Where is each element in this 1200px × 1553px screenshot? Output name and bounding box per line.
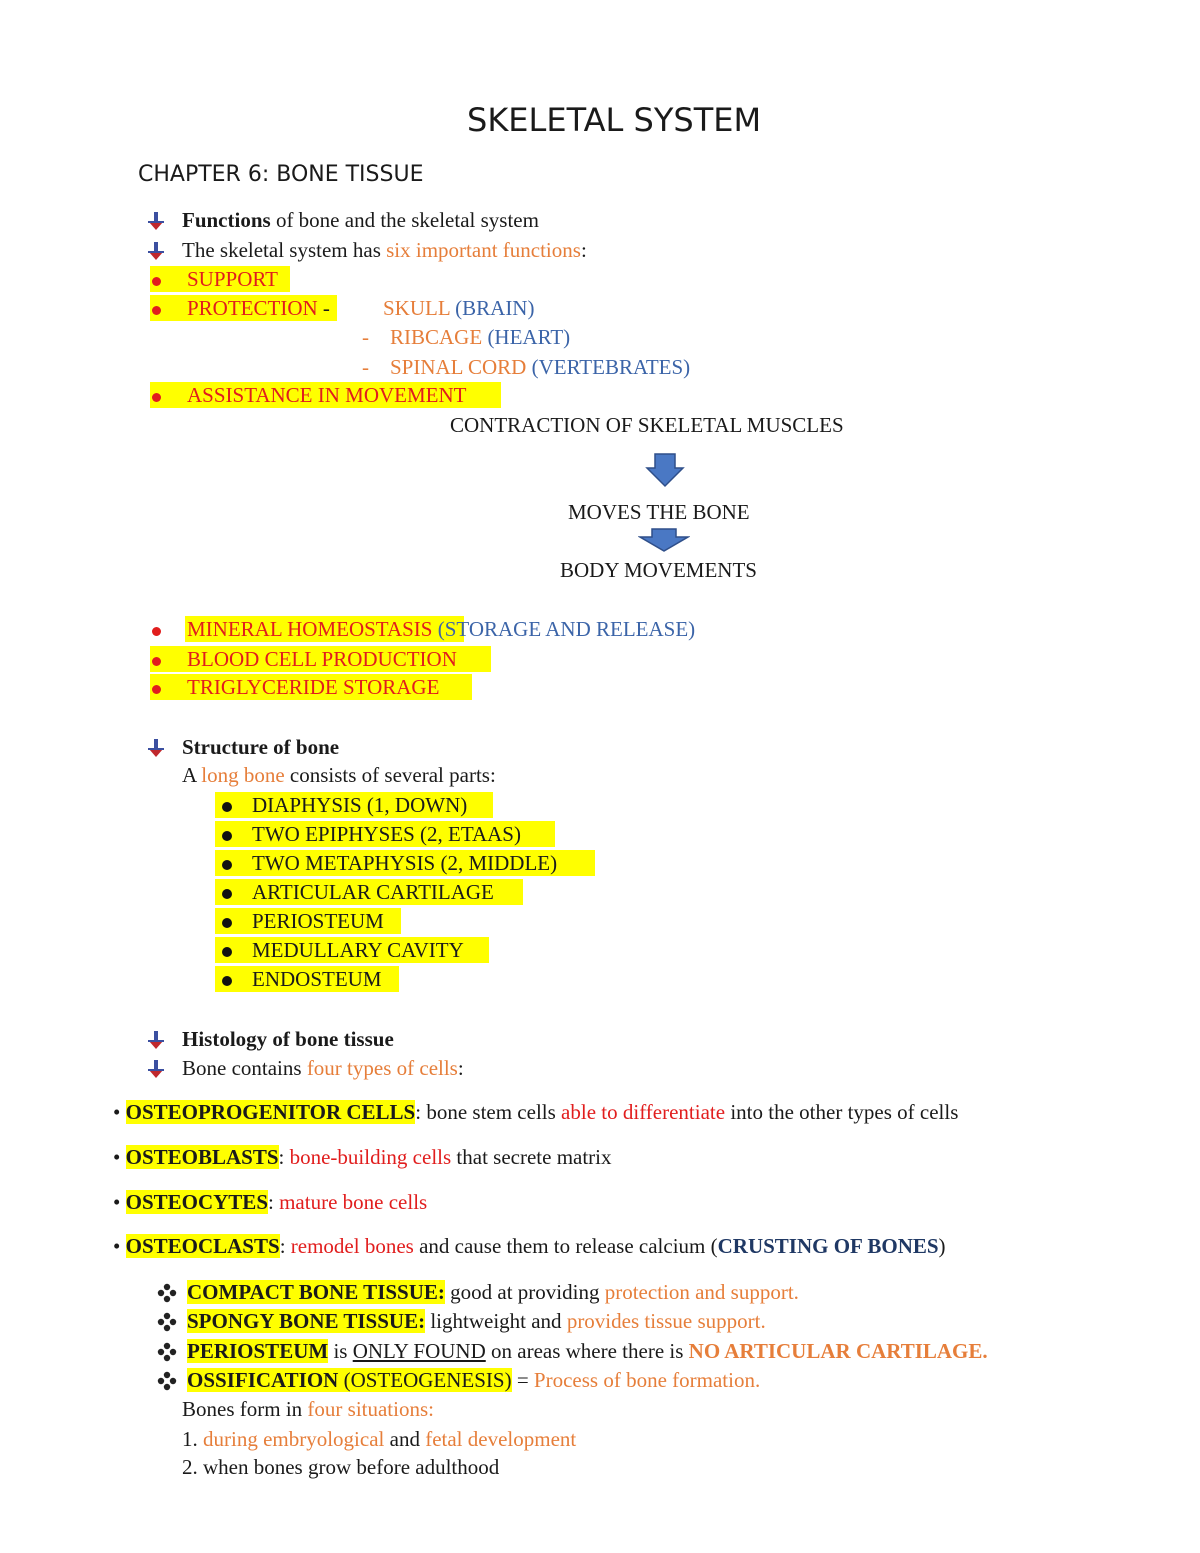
diamond-bullet-icon — [156, 1341, 178, 1363]
cell-desc-c: that secrete matrix — [451, 1145, 612, 1169]
triglyceride-label: TRIGLYCERIDE STORAGE — [187, 675, 440, 699]
situation-one-b: fetal development — [425, 1427, 577, 1451]
histology-intro-post: : — [457, 1056, 464, 1080]
spongy-line — [187, 1307, 766, 1335]
bullet-blood — [152, 645, 161, 673]
cell-sep: : — [278, 1145, 290, 1169]
part-item: MEDULLARY CAVITY — [252, 938, 464, 962]
bullet-char: • — [113, 1145, 121, 1169]
part-bullet — [222, 965, 232, 993]
structure-intro-post: consists of several parts: — [284, 763, 496, 787]
spongy-label: SPONGY BONE TISSUE: — [187, 1309, 426, 1333]
cell-name: OSTEOCLASTS — [125, 1234, 280, 1258]
situations-intro-colored: four situations: — [307, 1397, 434, 1421]
spinal-part: SPINAL CORD — [390, 355, 527, 379]
part-item: TWO METAPHYSIS (2, MIDDLE) — [252, 851, 558, 875]
cell-osteocytes — [113, 1188, 427, 1216]
sub-dash: - — [362, 325, 369, 349]
down-arrow-icon — [638, 527, 690, 553]
situation-one — [182, 1425, 576, 1453]
flow-step-body: BODY MOVEMENTS — [560, 558, 757, 582]
part-bullet — [222, 849, 232, 877]
part-bullet — [222, 907, 232, 935]
ossification-line — [187, 1366, 760, 1394]
structure-intro-pre: A — [182, 763, 202, 787]
cell-desc-b: remodel bones — [290, 1234, 414, 1258]
part-bullet — [222, 791, 232, 819]
black-dot-icon — [222, 947, 232, 957]
periosteum-label: PERIOSTEUM — [187, 1339, 329, 1363]
red-dot-icon — [152, 306, 161, 315]
cell-osteoclasts — [113, 1232, 946, 1260]
situation-one-and: and — [384, 1427, 426, 1451]
bullet-movement — [152, 381, 161, 409]
spongy-mid: lightweight and — [425, 1309, 567, 1333]
crusting-label: CRUSTING OF BONES — [717, 1234, 939, 1258]
functions-rest: of bone and the skeletal system — [270, 208, 539, 232]
cell-desc-c: into the other types of cells — [725, 1100, 959, 1124]
part-item: ARTICULAR CARTILAGE — [252, 880, 494, 904]
black-dot-icon — [222, 918, 232, 928]
protection-skull — [383, 294, 534, 322]
pin-bullet-icon — [145, 210, 167, 232]
black-dot-icon — [222, 802, 232, 812]
cell-name: OSTEOCYTES — [125, 1190, 268, 1214]
black-dot-icon — [222, 831, 232, 841]
six-functions-line — [182, 236, 587, 264]
protection-dash: - — [317, 296, 330, 320]
part-bullet — [222, 878, 232, 906]
periosteum-colored: NO ARTICULAR CARTILAGE. — [688, 1339, 988, 1363]
skull-organ: (BRAIN) — [449, 296, 535, 320]
flow-step-contraction: CONTRACTION OF SKELETAL MUSCLES — [450, 413, 844, 437]
ossification-paren: (OSTEOGENESIS) — [338, 1368, 512, 1392]
cell-sep: : — [415, 1100, 427, 1124]
cell-osteoprogenitor — [113, 1098, 958, 1126]
diamond-bullet-icon — [156, 1311, 178, 1333]
pin-bullet-icon — [145, 737, 167, 759]
cell-name: OSTEOBLASTS — [125, 1145, 279, 1169]
bullet-protection — [152, 294, 161, 322]
protection-spinal — [362, 353, 690, 381]
histology-heading: Histology of bone tissue — [182, 1027, 394, 1051]
cell-name: OSTEOPROGENITOR CELLS — [125, 1100, 416, 1124]
six-functions-colored: six important functions — [386, 238, 581, 262]
support-label: SUPPORT — [187, 267, 278, 291]
red-dot-icon — [152, 277, 161, 286]
part-item: ENDOSTEUM — [252, 967, 382, 991]
spinal-organ: (VERTEBRATES) — [526, 355, 691, 379]
sub-dash: - — [362, 355, 369, 379]
bullet-char: • — [113, 1234, 121, 1258]
part-item: DIAPHYSIS (1, DOWN) — [252, 793, 468, 817]
skull-part: SKULL — [383, 296, 450, 320]
situation-two: 2. when bones grow before adulthood — [182, 1455, 500, 1479]
compact-mid: good at providing — [444, 1280, 605, 1304]
histology-intro — [182, 1054, 464, 1082]
red-dot-icon — [152, 685, 161, 694]
bullet-support — [152, 265, 161, 293]
down-arrow-icon — [645, 452, 685, 488]
part-bullet — [222, 936, 232, 964]
movement-label: ASSISTANCE IN MOVEMENT — [187, 383, 467, 407]
situations-intro — [182, 1395, 434, 1423]
ossification-eq: = — [511, 1368, 534, 1392]
compact-line — [187, 1278, 799, 1306]
cell-desc-b: mature bone cells — [279, 1190, 428, 1214]
ribcage-organ: (HEART) — [482, 325, 571, 349]
six-functions-pre: The skeletal system has — [182, 238, 387, 262]
mineral-line — [187, 615, 695, 643]
histology-intro-pre: Bone contains — [182, 1056, 307, 1080]
diamond-bullet-icon — [156, 1282, 178, 1304]
structure-intro — [182, 761, 496, 789]
bullet-char: • — [113, 1190, 121, 1214]
histology-intro-colored: four types of cells — [306, 1056, 458, 1080]
mineral-label: MINERAL HOMEOSTASIS — [187, 617, 433, 641]
bullet-char: • — [113, 1100, 121, 1124]
flow-step-moves: MOVES THE BONE — [568, 500, 750, 524]
part-item: PERIOSTEUM — [252, 909, 384, 933]
cell-sep: : — [268, 1190, 280, 1214]
pin-bullet-icon — [145, 1029, 167, 1051]
bullet-mineral — [152, 615, 161, 643]
page-title: SKELETAL SYSTEM — [467, 101, 762, 139]
periosteum-is: is — [328, 1339, 353, 1363]
periosteum-only: ONLY FOUND — [352, 1339, 486, 1363]
compact-colored: protection and support. — [604, 1280, 799, 1304]
protection-ribcage — [362, 323, 570, 351]
cell-osteoblasts — [113, 1143, 612, 1171]
blood-label: BLOOD CELL PRODUCTION — [187, 647, 457, 671]
red-dot-icon — [152, 627, 161, 636]
black-dot-icon — [222, 860, 232, 870]
part-item: TWO EPIPHYSES (2, ETAAS) — [252, 822, 521, 846]
situations-intro-pre: Bones form in — [182, 1397, 308, 1421]
cell-desc-a: bone stem cells — [426, 1100, 562, 1124]
ribcage-part: RIBCAGE — [390, 325, 483, 349]
close-paren: ) — [938, 1234, 946, 1258]
periosteum-mid: on areas where there is — [485, 1339, 689, 1363]
structure-intro-colored: long bone — [201, 763, 285, 787]
compact-label: COMPACT BONE TISSUE: — [187, 1280, 445, 1304]
bullet-triglyceride — [152, 673, 161, 701]
situation-one-num: 1. — [182, 1427, 203, 1451]
spongy-colored: provides tissue support. — [566, 1309, 766, 1333]
mineral-note: (STORAGE AND RELEASE) — [432, 617, 696, 641]
red-dot-icon — [152, 657, 161, 666]
cell-desc-b: bone-building cells — [289, 1145, 452, 1169]
diamond-bullet-icon — [156, 1370, 178, 1392]
functions-bold: Functions — [182, 208, 271, 232]
pin-bullet-icon — [145, 1058, 167, 1080]
functions-line — [182, 206, 539, 234]
six-functions-post: : — [580, 238, 587, 262]
ossification-colored: Process of bone formation. — [533, 1368, 761, 1392]
cell-desc-c: and cause them to release calcium ( — [413, 1234, 718, 1258]
red-dot-icon — [152, 393, 161, 402]
chapter-heading: CHAPTER 6: BONE TISSUE — [138, 162, 424, 187]
protection-line — [187, 294, 330, 322]
black-dot-icon — [222, 889, 232, 899]
situation-one-a: during embryological — [203, 1427, 385, 1451]
black-dot-icon — [222, 976, 232, 986]
structure-heading: Structure of bone — [182, 735, 340, 759]
ossification-label: OSSIFICATION — [187, 1368, 339, 1392]
protection-label: PROTECTION — [187, 296, 318, 320]
cell-desc-b: able to differentiate — [561, 1100, 726, 1124]
cell-sep: : — [279, 1234, 291, 1258]
part-bullet — [222, 820, 232, 848]
pin-bullet-icon — [145, 240, 167, 262]
periosteum-line — [187, 1337, 988, 1365]
